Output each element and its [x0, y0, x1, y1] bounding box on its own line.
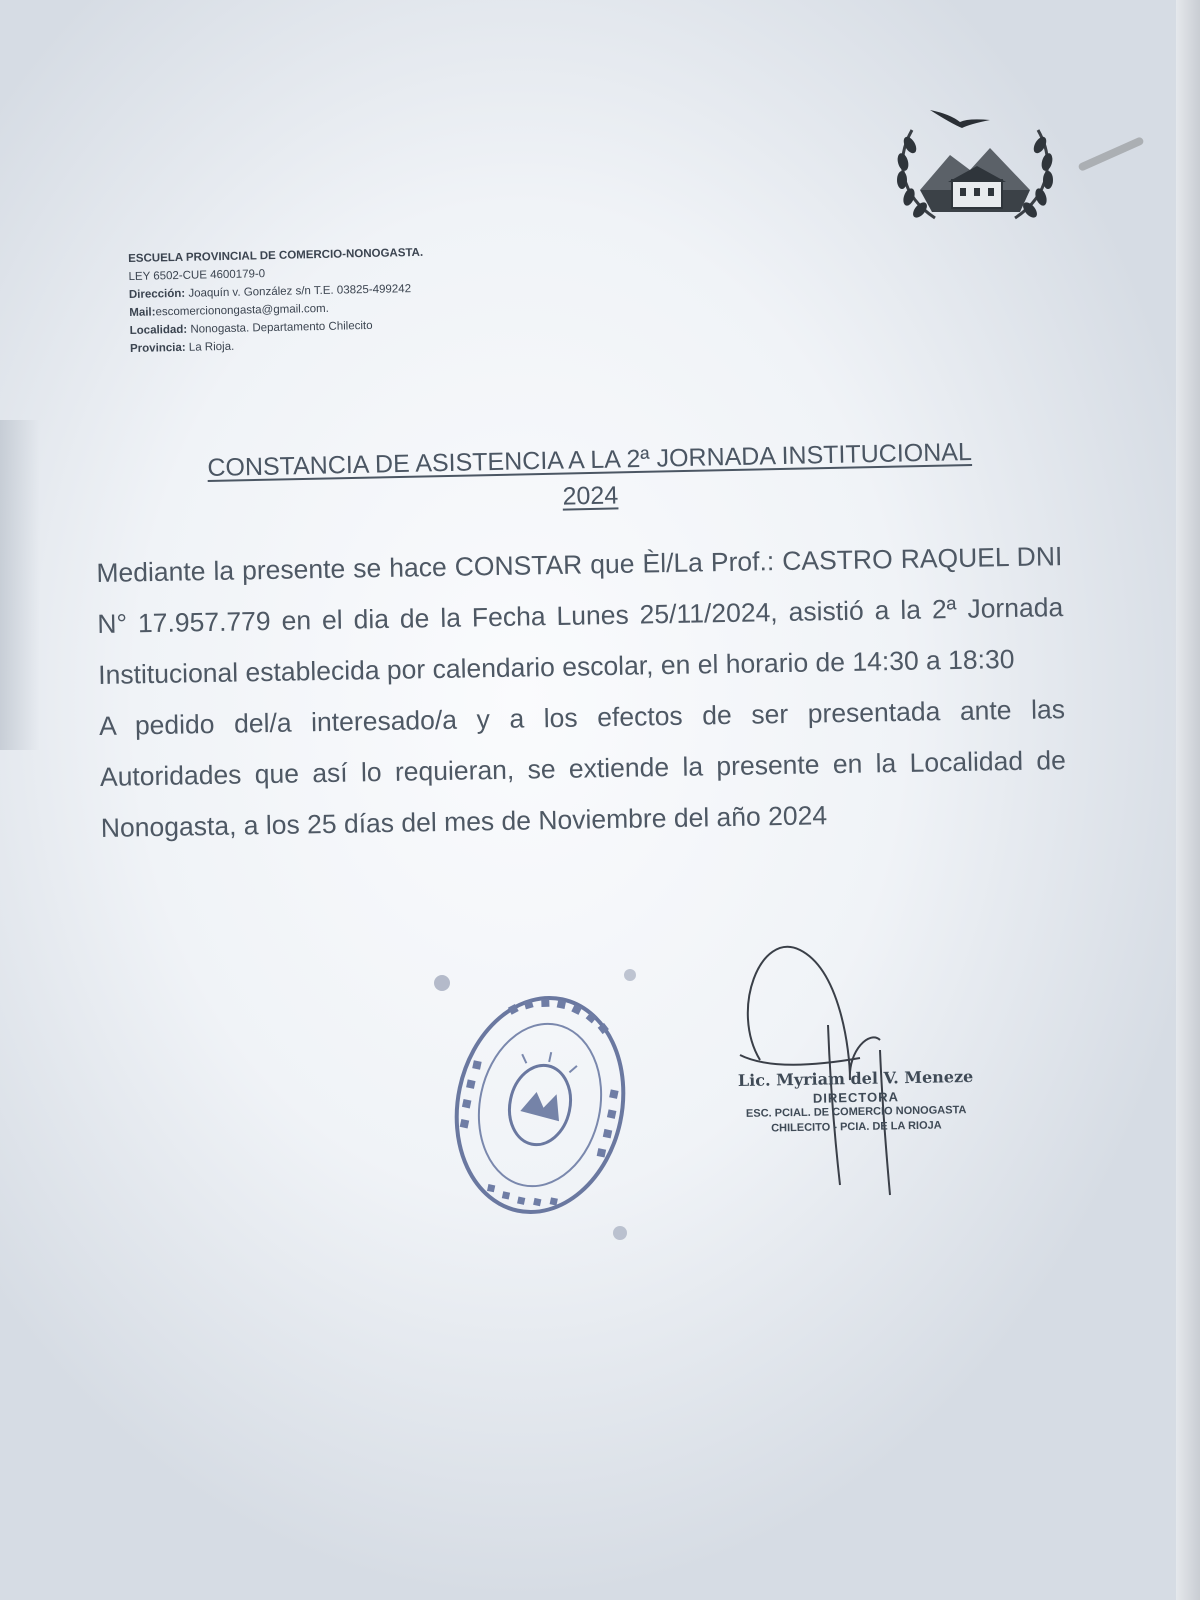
- signatory-name: Lic. Myriam del V. Meneze: [737, 1066, 974, 1091]
- title-line-1: CONSTANCIA DE ASISTENCIA A LA 2ª JORNADA INSTITUCIONAL: [207, 438, 973, 483]
- paper-edge: [1176, 0, 1200, 1600]
- letterhead-mail: Mail:escomercionongasta@gmail.com.: [129, 302, 329, 319]
- letterhead-law: LEY 6502-CUE 4600179-0: [128, 268, 266, 283]
- letterhead-address: Dirección: Joaquín v. González s/n T.E. 03825-499242: [128, 283, 412, 301]
- letterhead: [128, 241, 550, 358]
- letterhead-school: ESCUELA PROVINCIAL DE COMERCIO-NONOGASTA.: [128, 246, 424, 265]
- school-seal-stamp: [430, 965, 650, 1245]
- paper-shadow: [0, 420, 40, 750]
- body-paragraph-2: A pedido del/a interesado/a y a los efectos de ser presentada ante las Autoridades que así lo requieran, se extiende la presente en la Localidad de Nonogasta, a los 25 días del mes de Noviembre del año 2024: [98, 694, 1067, 843]
- signatory-school: ESC. PCIAL. DE COMERCIO NONOGASTA: [745, 1104, 967, 1120]
- letterhead-locality: Localidad: Nonogasta. Departamento Chilecito: [129, 319, 373, 337]
- school-logo-icon: [890, 100, 1060, 230]
- document-body: [96, 531, 1067, 854]
- letterhead-province: Provincia: La Rioja.: [129, 340, 235, 355]
- body-paragraph-1: Mediante la presente se hace CONSTAR que Èl/La Prof.: CASTRO RAQUEL DNI N° 17.957.779 en el dia de la Fecha Lunes 25/11/2024, asistió a la 2ª Jornada Institucional establecida por calendario escolar, en el horario de 14:30 a 18:30: [96, 541, 1064, 690]
- signatory-role: DIRECTORA: [812, 1089, 900, 1106]
- signatory-place: CHILECITO - PCIA. DE LA RIOJA: [771, 1119, 942, 1135]
- signature-block: [735, 1066, 976, 1137]
- title-line-2: 2024: [562, 481, 619, 511]
